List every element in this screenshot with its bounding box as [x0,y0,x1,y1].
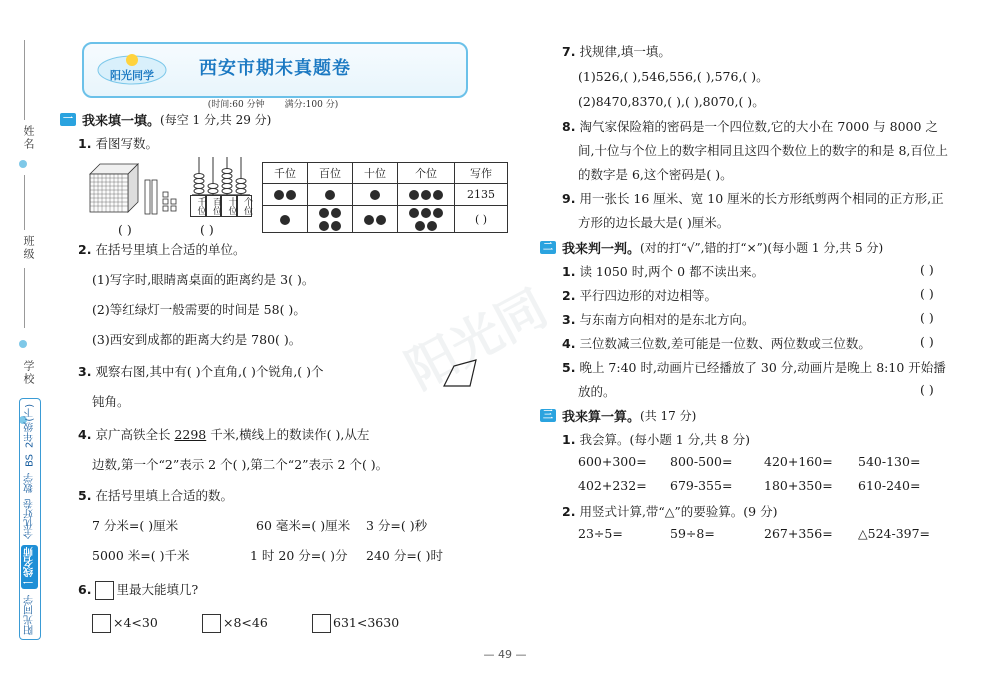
margin-line [24,175,25,230]
question-6 [78,580,198,600]
section-note: (共 17 分) [640,409,697,423]
page-number: — 49 — [483,648,527,661]
question-text: 晚上 7:40 时,动画片已经播放了 30 分,动画片是晚上 8:10 开始播 [579,360,946,375]
conversion-item: 1 时 20 分=( )分 [250,548,348,563]
class-label: 班级 [22,235,35,261]
abacus-icon [190,155,252,197]
table-header: 个位 [398,163,455,184]
judge-item [562,334,871,352]
spine-series: 全优好卷 [24,499,36,539]
abacus-label: 千位 [190,195,206,217]
question-text: 边数,第一个“2”表示 2 个( ),第二个“2”表示 2 个( )。 [92,457,389,472]
underlined-number: 2298 [174,427,207,442]
calc-item: 180+350= [764,478,833,493]
section-title: 我来算一算。 [562,410,641,425]
question-text: 我会算。(每小题 1 分,共 8 分) [579,432,750,447]
question-number: 2. [562,288,576,303]
calc-item: 679-355= [670,478,733,493]
question-5 [78,486,233,504]
calc-question-2 [562,502,778,520]
question-text: 看图写数。 [95,136,158,151]
thousand-cube-icon [88,162,140,214]
pattern-item: (1)526,( ),546,556,( ),576,( )。 [578,69,769,84]
ten-rods-icon [143,178,183,216]
margin-line [24,40,25,120]
section-title: 我来填一填。 [82,114,161,129]
abacus-labels [190,195,252,217]
binding-margin [0,0,52,678]
section-note: (每空 1 分,共 29 分) [160,113,272,127]
answer-box [95,581,114,600]
answer-box [92,614,111,633]
table-header: 千位 [263,163,308,184]
judge-paren: ( ) [920,262,934,277]
question-9 [562,189,944,207]
question-number: 2. [78,242,92,257]
question-text: 用一张长 16 厘米、宽 10 厘米的长方形纸剪两个相同的正方形,正 [579,191,944,206]
place-value-table [262,162,508,233]
place-dot [376,215,386,225]
question-text: 平行四边形的对边相等。 [579,288,717,303]
calc-question-1 [562,430,750,448]
school-label: 学校 [22,360,35,386]
question-number: 5. [562,360,576,375]
binding-hole [19,160,27,168]
question-number: 3. [78,364,92,379]
question-text: 用竖式计算,带“△”的要验算。(9 分) [579,504,778,519]
question-number: 7. [562,44,576,59]
question-text: 方形的边长最大是( )厘米。 [578,215,730,230]
section-badge: 二 [540,241,556,254]
spine-edition: BS [24,453,36,467]
spine-logo: 阳光同学 [24,595,36,635]
question-1 [78,134,158,152]
conversion-item: 7 分米=( )厘米 [92,518,179,533]
time-limit: (时间:60 分钟 [207,100,265,110]
answer-blank: ( ) [118,222,132,237]
question-number: 4. [78,427,92,442]
question-number: 4. [562,336,576,351]
table-header: 十位 [353,163,398,184]
question-number: 2. [562,504,576,519]
judge-item [562,358,946,376]
inequality-text: ×4<30 [113,615,158,630]
abacus-label: 百位 [206,195,222,217]
answer-blank: ( ) [455,206,508,233]
margin-line [24,268,25,328]
exam-subtitle [82,97,464,110]
question-text: 三位数减三位数,差可能是一位数、两位数或三位数。 [579,336,871,351]
table-header: 写作 [455,163,508,184]
judge-paren: ( ) [920,286,934,301]
watermark: 阳光同 [397,278,557,401]
place-dot [331,208,341,218]
question-number: 8. [562,119,576,134]
binding-hole [19,340,27,348]
calc-item: 540-130= [858,454,921,469]
section-badge: 一 [60,113,76,126]
question-text: 淘气家保险箱的密码是一个四位数,它的大小在 7000 与 8000 之 [579,119,938,134]
place-dot [433,208,443,218]
question-4 [78,425,369,443]
logo-text: 阳光同学 [110,69,154,82]
judge-item [562,310,754,328]
spine-label [19,398,41,640]
calc-item: 267+356= [764,526,833,541]
place-dot [280,215,290,225]
inequality-item [202,614,268,633]
section-header [540,238,883,257]
question-text: 找规律,填一填。 [579,44,671,59]
written-number: 2135 [455,184,508,206]
answer-box [312,614,331,633]
question-text: 在括号里填上合适的单位。 [95,242,246,257]
spine-subject: 数学 [24,473,36,493]
section-header [540,406,696,425]
abacus-label: 个位 [237,195,253,217]
place-dot [274,190,284,200]
full-score: 满分:100 分) [284,100,339,110]
abacus-label: 十位 [221,195,237,217]
question-item: (2)等红绿灯一般需要的时间是 58( )。 [92,302,306,317]
question-number: 1. [562,264,576,279]
calc-item: 59÷8= [670,526,715,541]
calc-item: 402+232= [578,478,647,493]
place-dot [364,215,374,225]
dot-cell [398,206,455,233]
place-dot [427,221,437,231]
question-text: 读 1050 时,两个 0 都不读出来。 [579,264,765,279]
question-text: 钝角。 [92,394,130,409]
calc-item: 600+300= [578,454,647,469]
question-3 [78,362,324,380]
inequality-item [92,614,158,633]
question-text: 在括号里填上合适的数。 [95,488,233,503]
dot-cell [263,184,308,206]
question-text: 的数字是 6,这个密码是( )。 [578,167,733,182]
question-number: 6. [78,582,92,597]
section-note: (对的打“√”,错的打“×”)(每小题 1 分,共 5 分) [640,241,884,255]
judge-item [562,262,764,280]
conversion-item: 240 分=( )时 [366,548,444,563]
calc-item: 23÷5= [578,526,623,541]
exam-header [82,42,468,98]
question-text: 与东南方向相对的是东北方向。 [579,312,755,327]
question-8 [562,117,938,135]
place-dot [325,190,335,200]
calc-item: 420+160= [764,454,833,469]
conversion-item: 60 毫米=( )厘米 [256,518,351,533]
question-text: 间,十位与个位上的数字相同且这四个数位上的数字的和是 8,百位上 [578,143,948,158]
question-text: 观察右图,其中有( )个直角,( )个锐角,( )个 [95,364,324,379]
place-dot [286,190,296,200]
question-item: (3)西安到成都的距离大约是 780( )。 [92,332,302,347]
judge-paren: ( ) [920,382,934,397]
place-dot [421,190,431,200]
spine-grade: 2年级(下) [24,403,36,448]
spine-brand: 一线名师 [22,545,39,589]
place-dot [331,221,341,231]
dot-cell [398,184,455,206]
calc-item: 610-240= [858,478,921,493]
place-dot [319,221,329,231]
calc-item: 800-500= [670,454,733,469]
name-label: 姓名 [22,125,35,151]
question-number: 1. [78,136,92,151]
question-number: 5. [78,488,92,503]
dot-cell [308,206,353,233]
question-text: 放的。 [578,384,616,399]
table-header: 百位 [308,163,353,184]
inequality-item [312,614,399,633]
place-dot [319,208,329,218]
calc-item: △524-397= [858,526,931,541]
place-dot [433,190,443,200]
answer-box [202,614,221,633]
question-item: (1)写字时,眼睛离桌面的距离约是 3( )。 [92,272,315,287]
place-dot [409,190,419,200]
judge-paren: ( ) [920,334,934,349]
dot-cell [263,206,308,233]
inequality-text: 631<3630 [333,615,400,630]
place-dot [409,208,419,218]
place-dot [421,208,431,218]
conversion-item: 5000 米=( )千米 [92,548,190,563]
question-text: 京广高铁全长 [95,427,175,442]
question-7 [562,42,671,60]
abacus [190,155,252,220]
question-number: 9. [562,191,576,206]
inequality-text: ×8<46 [223,615,268,630]
dot-cell [353,206,398,233]
question-2 [78,240,245,258]
place-dot [370,190,380,200]
place-dot [415,221,425,231]
pattern-item: (2)8470,8370,( ),( ),8070,( )。 [578,94,765,109]
question-text: 千米,横线上的数读作( ),从左 [206,427,370,442]
exam-title: 西安市期末真题卷 [199,58,351,79]
section-badge: 三 [540,409,556,422]
conversion-item: 3 分=( )秒 [366,518,428,533]
dot-cell [308,184,353,206]
dot-cell [353,184,398,206]
judge-item [562,286,717,304]
answer-blank: ( ) [200,222,214,237]
section-header [60,110,271,129]
question-text: 里最大能填几? [116,582,199,597]
judge-paren: ( ) [920,310,934,325]
question-number: 3. [562,312,576,327]
section-title: 我来判一判。 [562,242,641,257]
quadrilateral-icon [440,358,480,390]
question-number: 1. [562,432,576,447]
